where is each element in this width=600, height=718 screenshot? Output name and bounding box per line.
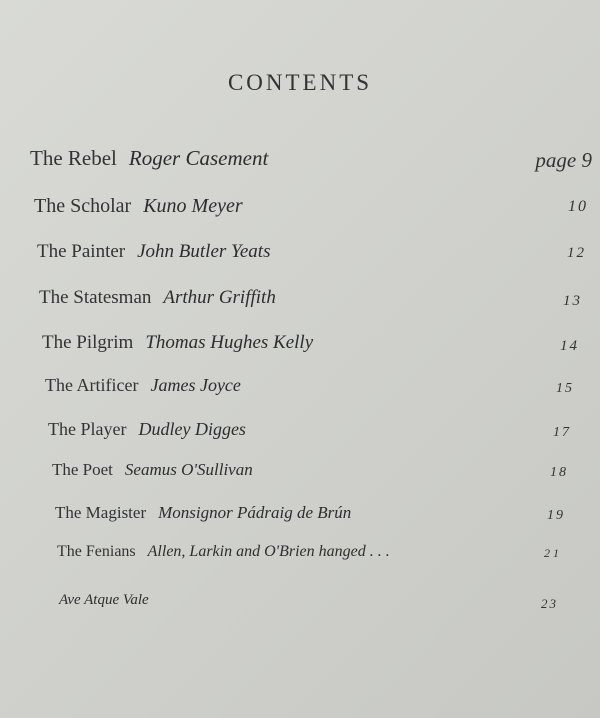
entry-page: page 9	[535, 148, 592, 172]
entry-page: 21	[544, 546, 562, 560]
toc-entry	[37, 241, 270, 271]
entry-name: John Butler Yeats	[137, 241, 271, 262]
entry-role: The Poet	[52, 460, 113, 479]
entry-name: Dudley Digges	[138, 419, 246, 439]
entry-name: Allen, Larkin and O'Brien hanged . . .	[147, 543, 390, 560]
toc-entry	[42, 332, 313, 362]
entry-page: 15	[556, 381, 574, 396]
toc-entry	[34, 195, 243, 225]
entry-page: 23	[541, 596, 558, 611]
entry-page: 19	[547, 508, 565, 523]
toc-entry	[59, 592, 149, 622]
entry-role: The Rebel	[30, 146, 117, 170]
entry-page: 17	[553, 425, 571, 440]
entry-role: The Painter	[37, 241, 126, 262]
entry-page: 18	[550, 465, 568, 480]
entry-name: Kuno Meyer	[143, 195, 243, 217]
toc-entry	[52, 460, 253, 490]
entry-name: Seamus O'Sullivan	[124, 460, 253, 479]
entry-role: The Magister	[55, 503, 147, 522]
toc-entry	[55, 503, 351, 533]
entry-name: Roger Casement	[128, 146, 269, 170]
entry-name: James Joyce	[150, 375, 241, 395]
entry-name: Monsignor Pádraig de Brún	[158, 503, 352, 522]
toc-entry	[45, 375, 241, 405]
toc-entry	[39, 287, 276, 317]
entry-page: 13	[563, 293, 582, 309]
entry-role: The Pilgrim	[42, 332, 134, 353]
entry-name: Arthur Griffith	[163, 287, 276, 308]
entry-role: The Fenians	[57, 543, 136, 560]
entry-name: Ave Atque Vale	[59, 592, 149, 608]
entry-role: The Statesman	[39, 287, 152, 308]
entry-name: Thomas Hughes Kelly	[145, 332, 314, 353]
toc-entry	[57, 543, 390, 573]
entry-page: 14	[560, 338, 579, 354]
entry-page: 12	[567, 245, 586, 261]
entry-role: The Artificer	[45, 375, 139, 395]
toc-entry	[30, 146, 268, 176]
entry-role: The Player	[48, 419, 127, 439]
page-title: CONTENTS	[227, 70, 373, 95]
toc-entry	[48, 419, 246, 449]
entry-page: 10	[568, 198, 588, 215]
entry-role: The Scholar	[34, 195, 132, 217]
